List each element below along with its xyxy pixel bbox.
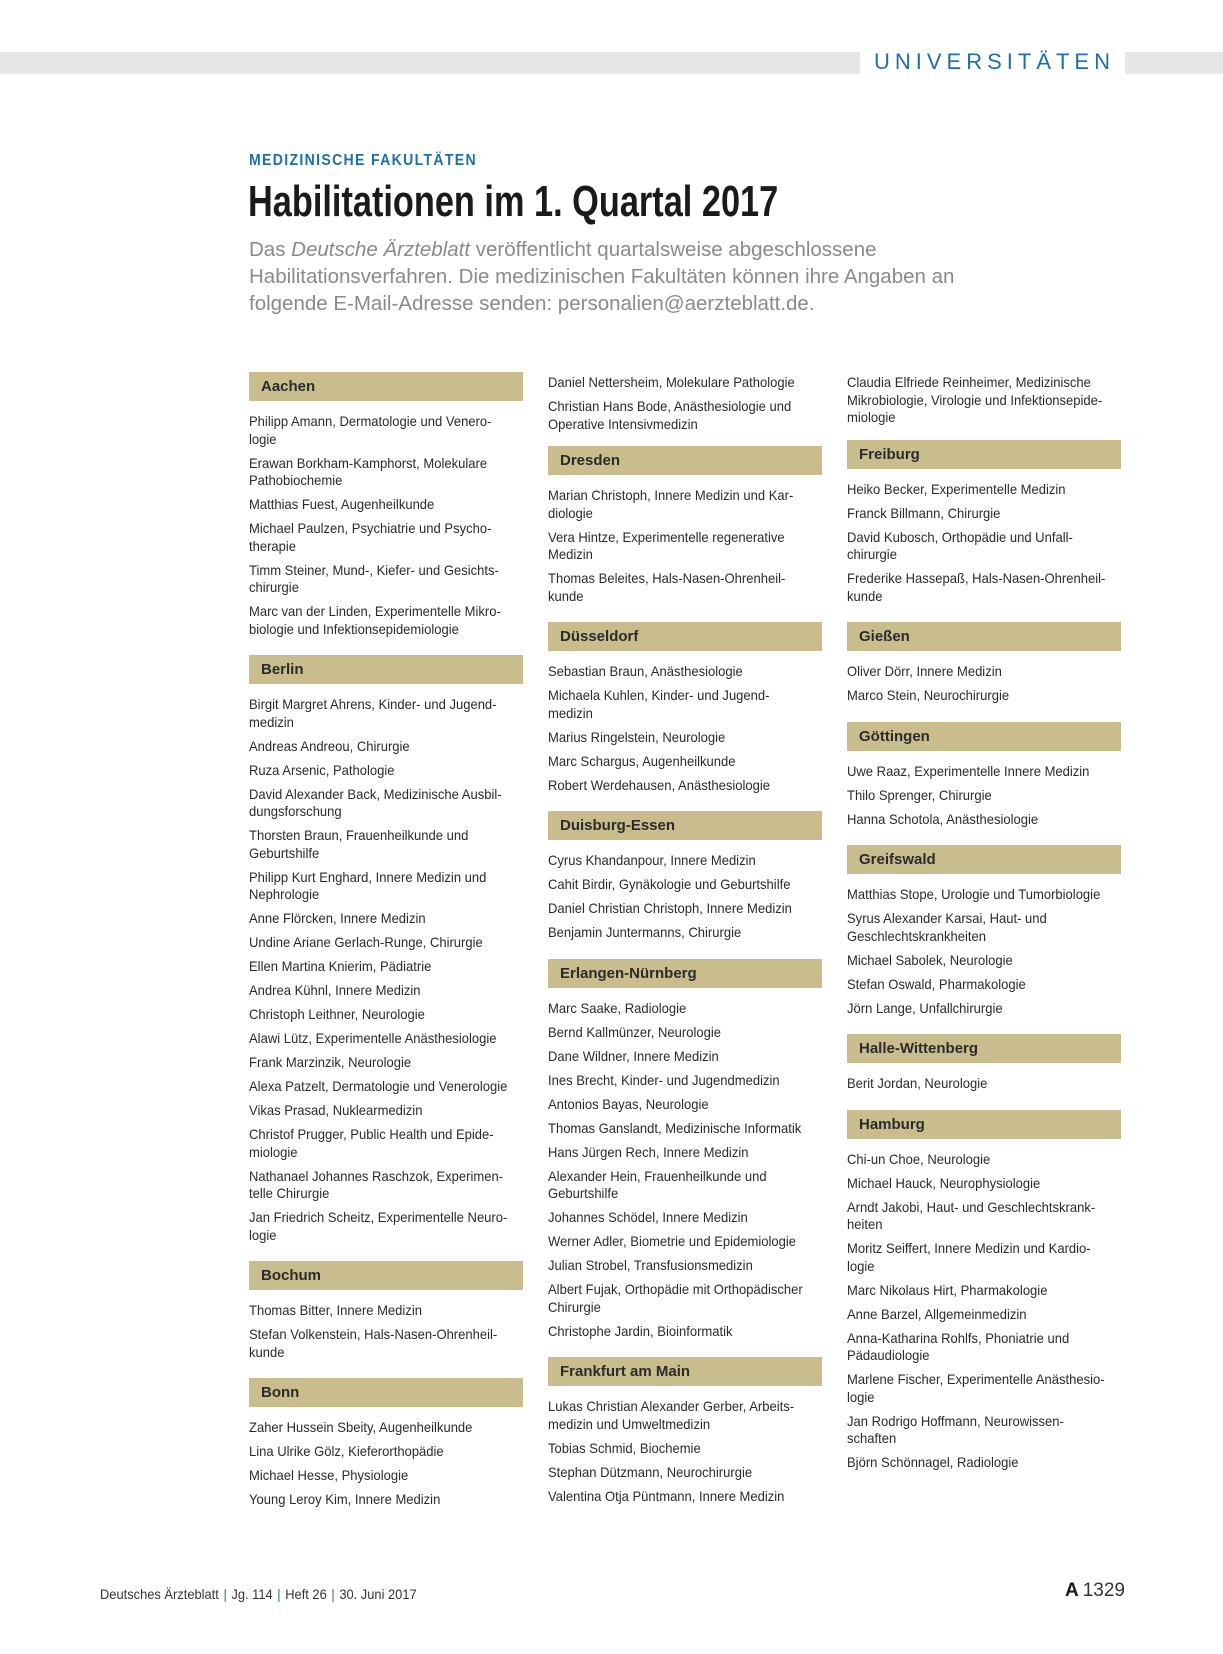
habilitation-entry: Marco Stein, Neurochirurgie	[847, 687, 1010, 703]
habilitation-entry: Antonios Bayas, Neurologie	[548, 1095, 709, 1112]
habilitation-entry: Bernd Kallmünzer, Neurologie	[548, 1023, 721, 1040]
page-prefix: A	[1064, 1580, 1079, 1601]
column-2	[548, 374, 822, 1522]
habilitation-entry: Undine Ariane Gerlach-Runge, Chirurgie	[249, 934, 483, 950]
footer-issue: Heft 26	[285, 1586, 327, 1602]
university-heading: Greifswald	[847, 845, 1121, 874]
footer-separator: |	[277, 1586, 281, 1602]
university-group	[249, 372, 523, 638]
university-group	[548, 1357, 822, 1505]
habilitation-entry: Ellen Martina Knierim, Pädiatrie	[249, 958, 432, 974]
habilitation-entry: Jörn Lange, Unfallchirurgie	[847, 999, 1003, 1016]
habilitation-entry: Johannes Schödel, Innere Medizin	[548, 1209, 748, 1225]
habilitation-entry: Marian Christoph, Innere Medizin und Kar- diologie	[548, 487, 794, 521]
habilitation-entry: Syrus Alexander Karsai, Haut- und Geschlechtskrankheiten	[847, 910, 1047, 944]
university-group	[847, 440, 1121, 606]
habilitation-entry: Alawi Lütz, Experimentelle Anästhesiologie	[249, 1030, 497, 1046]
university-group	[847, 722, 1121, 829]
university-group	[548, 446, 822, 605]
habilitation-entry: Hanna Schotola, Anästhesiologie	[847, 810, 1039, 827]
habilitation-entry: Björn Schönnagel, Radiologie	[847, 1454, 1019, 1470]
university-group	[249, 655, 523, 1244]
habilitation-entry: Frank Marzinzik, Neurologie	[249, 1054, 412, 1070]
habilitation-entry: Michael Sabolek, Neurologie	[847, 951, 1013, 968]
article-lead	[249, 236, 1029, 317]
habilitation-entry: Julian Strobel, Transfusionsmedizin	[548, 1257, 753, 1273]
habilitation-entry: Dane Wildner, Innere Medizin	[548, 1047, 719, 1064]
habilitation-entry: Marc Saake, Radiologie	[548, 999, 687, 1016]
habilitation-entry: Philipp Kurt Enghard, Innere Medizin und Nephrologie	[249, 868, 487, 902]
habilitation-entry: Marc van der Linden, Experimentelle Mikro- biologie und Infektionsepidemiologie	[249, 603, 501, 637]
habilitation-entry: Ines Brecht, Kinder- und Jugendmedizin	[548, 1071, 780, 1088]
university-heading: Hamburg	[847, 1110, 1121, 1139]
habilitation-entry: Uwe Raaz, Experimentelle Innere Medizin	[847, 762, 1090, 779]
section-label: UNIVERSITÄTEN	[860, 46, 1125, 78]
university-group	[847, 1110, 1121, 1472]
lead-text-start: Das	[249, 238, 292, 261]
university-heading: Frankfurt am Main	[548, 1357, 822, 1386]
habilitation-entry: Philipp Amann, Dermatologie und Venero- logie	[249, 413, 492, 447]
habilitation-entry: Stephan Dützmann, Neurochirurgie	[548, 1463, 753, 1480]
habilitation-entry: Michaela Kuhlen, Kinder- und Jugend- medizin	[548, 687, 770, 721]
habilitation-entry: David Kubosch, Orthopädie und Unfall- chirurgie	[847, 528, 1073, 562]
footer-journal: Deutsches Ärzteblatt	[100, 1586, 219, 1602]
habilitation-entry: Timm Steiner, Mund-, Kiefer- und Gesichts- chirurgie	[249, 561, 499, 595]
habilitation-entry: Robert Werdehausen, Anästhesiologie	[548, 776, 770, 793]
university-heading: Dresden	[548, 446, 822, 475]
habilitation-entry: Albert Fujak, Orthopädie mit Orthopädischer Chirurgie	[548, 1281, 803, 1315]
habilitation-entry: Marlene Fischer, Experimentelle Anästhesio- logie	[847, 1371, 1105, 1405]
habilitation-entry: Oliver Dörr, Innere Medizin	[847, 663, 1002, 679]
university-heading: Bochum	[249, 1261, 523, 1290]
university-heading: Halle-Wittenberg	[847, 1034, 1121, 1063]
habilitation-entry: Jan Friedrich Scheitz, Experimentelle Neuro- logie	[249, 1209, 508, 1243]
habilitation-entry: Heiko Becker, Experimentelle Medizin	[847, 480, 1066, 497]
article-kicker: MEDIZINISCHE FAKULTÄTEN	[249, 152, 478, 169]
university-group	[548, 622, 822, 794]
university-group	[548, 959, 822, 1341]
habilitation-entry: Alexander Hein, Frauenheilkunde und Geburtshilfe	[548, 1167, 767, 1201]
habilitation-entry: Marc Nikolaus Hirt, Pharmakologie	[847, 1281, 1048, 1298]
habilitation-entry: Tobias Schmid, Biochemie	[548, 1439, 701, 1456]
habilitation-entry: Frederike Hassepaß, Hals-Nasen-Ohrenheil- kunde	[847, 570, 1106, 604]
lead-text-end: veröffentlicht quartalsweise abgeschlossene Habilitationsverfahren. Die medizinischen Fakultäten können ihre Angaben an folgende E-Mail-Adresse senden: personalien@aerzteblatt.de.	[249, 238, 955, 315]
habilitation-entry: Michael Hauck, Neurophysiologie	[847, 1174, 1041, 1191]
habilitation-entry: Daniel Christian Christoph, Innere Medizin	[548, 900, 792, 916]
lead-publication-name: Deutsche Ärzteblatt	[291, 238, 471, 261]
footer-volume: Jg. 114	[231, 1586, 273, 1602]
university-heading: Göttingen	[847, 722, 1121, 751]
habilitation-entry: Young Leroy Kim, Innere Medizin	[249, 1491, 441, 1507]
habilitation-entry: Thorsten Braun, Frauenheilkunde und Geburtshilfe	[249, 827, 469, 861]
habilitation-entry: Marius Ringelstein, Neurologie	[548, 728, 726, 745]
article-title: Habilitationen im 1. Quartal 2017	[248, 177, 779, 226]
habilitation-entry: Hans Jürgen Rech, Innere Medizin	[548, 1143, 749, 1160]
habilitation-entry: Michael Paulzen, Psychiatrie und Psycho- therapie	[249, 520, 492, 554]
university-heading: Freiburg	[847, 440, 1121, 469]
habilitation-entry: Christophe Jardin, Bioinformatik	[548, 1322, 733, 1339]
university-group	[548, 811, 822, 942]
habilitation-entry: Berit Jordan, Neurologie	[847, 1075, 988, 1091]
habilitation-entry: Sebastian Braun, Anästhesiologie	[548, 663, 743, 679]
habilitation-entry: Vera Hintze, Experimentelle regenerative Medizin	[548, 528, 785, 562]
footer-separator: |	[223, 1586, 227, 1602]
habilitation-entry: Anna-Katharina Rohlfs, Phoniatrie und Pädaudiologie	[847, 1329, 1070, 1363]
habilitation-entry: Vikas Prasad, Nuklearmedizin	[249, 1102, 423, 1118]
habilitation-entry: Matthias Stope, Urologie und Tumorbiologie	[847, 886, 1101, 902]
habilitation-entry: Moritz Seiffert, Innere Medizin und Kardio- logie	[847, 1240, 1091, 1274]
habilitation-entry: Thomas Bitter, Innere Medizin	[249, 1302, 422, 1318]
footer-citation	[100, 1586, 417, 1602]
habilitation-entry: Birgit Margret Ahrens, Kinder- und Jugend- medizin	[249, 696, 497, 730]
university-heading: Bonn	[249, 1378, 523, 1407]
habilitation-entry: Michael Hesse, Physiologie	[249, 1467, 409, 1483]
continued-entries	[548, 374, 822, 433]
habilitation-entry: Werner Adler, Biometrie und Epidemiologie	[548, 1233, 797, 1249]
university-group	[249, 1261, 523, 1361]
university-group	[249, 1378, 523, 1509]
habilitation-entry: Stefan Oswald, Pharmakologie	[847, 975, 1026, 992]
university-heading: Duisburg-Essen	[548, 811, 822, 840]
habilitation-entry: Anne Barzel, Allgemeinmedizin	[847, 1305, 1027, 1322]
habilitation-entry: Christof Prugger, Public Health und Epide- miologie	[249, 1126, 494, 1160]
continued-entries	[847, 374, 1121, 427]
habilitation-entry: Zaher Hussein Sbeity, Augenheilkunde	[249, 1419, 473, 1435]
university-group	[847, 845, 1121, 1017]
habilitation-entry: Daniel Nettersheim, Molekulare Pathologie	[548, 374, 795, 390]
habilitation-entry: Ruza Arsenic, Pathologie	[249, 761, 395, 778]
habilitation-entry: Benjamin Juntermanns, Chirurgie	[548, 924, 742, 940]
habilitation-entry: David Alexander Back, Medizinische Ausbil- dungsforschung	[249, 785, 502, 819]
university-group	[847, 622, 1121, 705]
habilitation-entry: Chi-un Choe, Neurologie	[847, 1150, 991, 1167]
habilitation-entry: Anne Flörcken, Innere Medizin	[249, 910, 426, 926]
habilitation-entry: Erawan Borkham-Kamphorst, Molekulare Pathobiochemie	[249, 454, 488, 488]
habilitation-entry: Thomas Beleites, Hals-Nasen-Ohrenheil- kunde	[548, 570, 786, 604]
university-heading: Düsseldorf	[548, 622, 822, 651]
habilitation-entry: Cyrus Khandanpour, Innere Medizin	[548, 852, 756, 868]
habilitation-entry: Lina Ulrike Gölz, Kieferorthopädie	[249, 1443, 444, 1459]
university-heading: Aachen	[249, 372, 523, 401]
university-group	[847, 1034, 1121, 1093]
habilitation-entry: Andrea Kühnl, Innere Medizin	[249, 982, 421, 998]
habilitation-entry: Valentina Otja Püntmann, Innere Medizin	[548, 1487, 785, 1504]
habilitation-entry: Thomas Ganslandt, Medizinische Informatik	[548, 1119, 802, 1136]
university-heading: Erlangen-Nürnberg	[548, 959, 822, 988]
footer-date: 30. Juni 2017	[339, 1586, 417, 1602]
habilitation-entry: Arndt Jakobi, Haut- und Geschlechtskrank- heiten	[847, 1198, 1096, 1232]
column-1	[249, 372, 523, 1526]
habilitation-entry: Franck Billmann, Chirurgie	[847, 504, 1001, 521]
habilitation-entry: Matthias Fuest, Augenheilkunde	[249, 496, 435, 512]
page-number-value: 1329	[1082, 1580, 1125, 1601]
habilitation-entry: Nathanael Johannes Raschzok, Experimen- telle Chirurgie	[249, 1167, 504, 1201]
habilitation-entry: Lukas Christian Alexander Gerber, Arbeits- medizin und Umweltmedizin	[548, 1398, 795, 1432]
habilitation-entry: Alexa Patzelt, Dermatologie und Venerologie	[249, 1078, 508, 1094]
footer-separator: |	[331, 1586, 335, 1602]
page-number	[1065, 1580, 1125, 1602]
habilitation-entry: Jan Rodrigo Hoffmann, Neurowissen- schaften	[847, 1412, 1064, 1446]
university-heading: Berlin	[249, 655, 523, 684]
column-3	[847, 374, 1121, 1489]
habilitation-entry: Marc Schargus, Augenheilkunde	[548, 752, 736, 769]
habilitation-entry: Andreas Andreou, Chirurgie	[249, 737, 410, 754]
university-heading: Gießen	[847, 622, 1121, 651]
habilitation-entry: Thilo Sprenger, Chirurgie	[847, 786, 992, 803]
habilitation-entry: Christoph Leithner, Neurologie	[249, 1006, 425, 1022]
habilitation-entry: Christian Hans Bode, Anästhesiologie und Operative Intensivmedizin	[548, 398, 792, 432]
habilitation-entry: Claudia Elfriede Reinheimer, Medizinische Mikrobiologie, Virologie und Infektionsepide- miologie	[847, 374, 1103, 425]
habilitation-entry: Cahit Birdir, Gynäkologie und Geburtshilfe	[548, 876, 791, 892]
habilitation-entry: Stefan Volkenstein, Hals-Nasen-Ohrenheil- kunde	[249, 1326, 498, 1360]
